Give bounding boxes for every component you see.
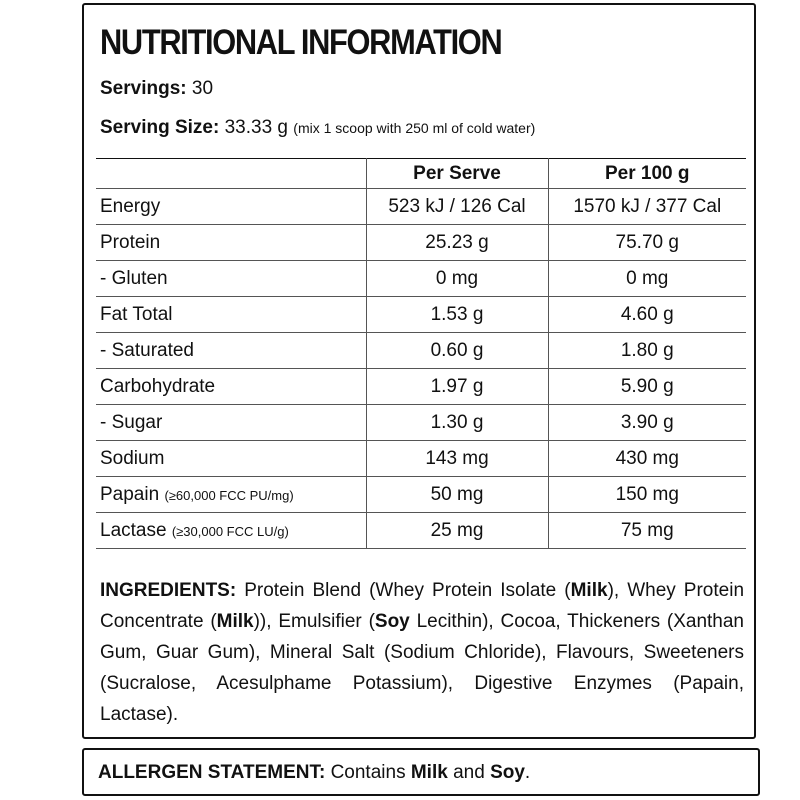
nutrient-label: Sodium: [100, 447, 165, 469]
table-row: [96, 477, 746, 513]
servings-value: 30: [191, 78, 214, 99]
panel-title: NUTRITIONAL INFORMATION: [100, 23, 502, 62]
per-serve-value: 523 kJ / 126 Cal: [366, 189, 548, 225]
table-row: [96, 513, 746, 549]
allergen-statement: [98, 762, 530, 784]
table-row: [96, 225, 746, 261]
per-serve-value: 0 mg: [366, 261, 548, 297]
nutrient-name: [96, 261, 366, 297]
allergen-label: ALLERGEN STATEMENT:: [98, 762, 326, 783]
allergen-item-milk: Milk: [410, 762, 448, 783]
per-100g-value: 0 mg: [548, 261, 746, 297]
allergen-box: [82, 748, 760, 796]
ingredient-text: Protein Blend (Whey Protein Isolate (: [244, 580, 571, 601]
servings-line: [100, 78, 213, 100]
serving-size-label: Serving Size:: [100, 117, 220, 138]
allergen-text-2: and: [447, 762, 491, 783]
per-serve-value: 143 mg: [366, 441, 548, 477]
nutrient-label: - Gluten: [100, 267, 168, 289]
per-serve-value: 0.60 g: [366, 333, 548, 369]
nutrient-label: Protein: [100, 231, 161, 253]
per-100g-value: 1570 kJ / 377 Cal: [548, 189, 746, 225]
per-100g-value: 1.80 g: [548, 333, 746, 369]
ingredients-label: INGREDIENTS:: [100, 580, 237, 601]
servings-label: Servings:: [100, 78, 187, 99]
nutrition-panel: [82, 3, 756, 739]
serving-size-note: (mix 1 scoop with 250 ml of cold water): [293, 120, 536, 136]
serving-size-value: 33.33 g: [224, 117, 289, 138]
nutrient-label: Energy: [100, 195, 161, 217]
per-100g-value: 150 mg: [548, 477, 746, 513]
nutrient-label: - Sugar: [100, 411, 163, 433]
table-row: [96, 441, 746, 477]
nutrient-name: [96, 405, 366, 441]
nutrient-name: [96, 441, 366, 477]
per-serve-value: 50 mg: [366, 477, 548, 513]
ingredient-text: Lecithin), Cocoa, Thickeners (Xanthan Gum, Guar Gum), Mineral Salt (Sodium Chloride), Flavours, Sweeteners (Sucralose, Acesulphame Potassium), Digestive Enzymes (Papain, Lactase).: [100, 611, 744, 725]
serving-size-line: [100, 117, 535, 139]
nutrient-name: [96, 333, 366, 369]
per-serve-value: 1.53 g: [366, 297, 548, 333]
nutrition-table: [96, 158, 746, 549]
per-100g-value: 430 mg: [548, 441, 746, 477]
nutrient-label: Carbohydrate: [100, 375, 216, 397]
allergen-text-1: Contains: [325, 762, 411, 783]
per-serve-value: 25.23 g: [366, 225, 548, 261]
ingredient-allergen: Milk: [216, 611, 254, 632]
table-row: [96, 405, 746, 441]
header-nutrient: [96, 159, 366, 189]
nutrient-label: Papain: [100, 483, 160, 505]
nutrient-label: Fat Total: [100, 303, 173, 325]
per-100g-value: 5.90 g: [548, 369, 746, 405]
ingredient-allergen: Soy: [374, 611, 410, 632]
ingredient-text: ), Whey Protein Concentrate (: [100, 580, 745, 632]
per-100g-value: 3.90 g: [548, 405, 746, 441]
table-header-row: [96, 159, 746, 189]
per-100g-value: 75.70 g: [548, 225, 746, 261]
table-row: [96, 333, 746, 369]
allergen-text-3: .: [524, 762, 531, 783]
nutrient-label: - Saturated: [100, 339, 194, 361]
per-serve-value: 25 mg: [366, 513, 548, 549]
nutrient-note: (≥30,000 FCC LU/g): [171, 523, 289, 539]
table-row: [96, 369, 746, 405]
nutrient-name: [96, 477, 366, 513]
per-100g-value: 75 mg: [548, 513, 746, 549]
per-serve-value: 1.97 g: [366, 369, 548, 405]
ingredients-text: [100, 575, 744, 730]
table-row: [96, 189, 746, 225]
nutrient-name: [96, 513, 366, 549]
nutrient-note: (≥60,000 FCC PU/mg): [164, 487, 294, 503]
ingredient-allergen: Milk: [570, 580, 608, 601]
per-100g-value: 4.60 g: [548, 297, 746, 333]
header-per-serve: Per Serve: [366, 159, 548, 189]
ingredient-text: )), Emulsifier (: [253, 611, 375, 632]
nutrient-label: Lactase: [100, 519, 167, 541]
nutrient-name: [96, 225, 366, 261]
nutrient-name: [96, 369, 366, 405]
nutrient-name: [96, 297, 366, 333]
header-per-100g: Per 100 g: [548, 159, 746, 189]
per-serve-value: 1.30 g: [366, 405, 548, 441]
table-row: [96, 261, 746, 297]
nutrient-name: [96, 189, 366, 225]
allergen-item-soy: Soy: [490, 762, 525, 783]
table-row: [96, 297, 746, 333]
